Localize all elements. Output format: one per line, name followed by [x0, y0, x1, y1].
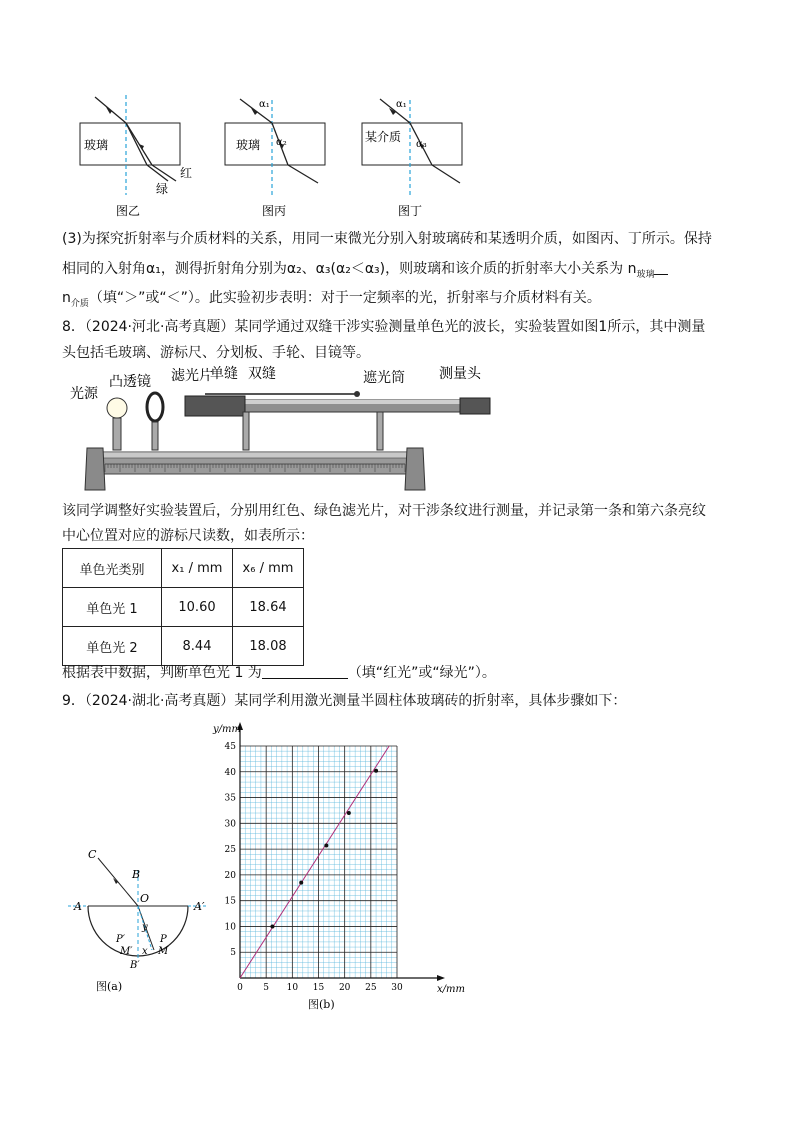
table-cell: 8.44: [162, 627, 233, 666]
label-B-prime: B′: [130, 960, 140, 971]
label-P: P: [160, 934, 167, 945]
table-row: [63, 627, 304, 666]
yi-red-label: 红: [180, 166, 193, 180]
y-tick-label: 20: [224, 870, 236, 881]
y-tick-label: 10: [224, 922, 236, 933]
q7-answer-blank[interactable]: [654, 260, 668, 275]
q7-sub-glass: 玻璃: [636, 269, 655, 280]
q7-part3-line1: (3)为探究折射率与介质材料的关系，用同一束微光分别入射玻璃砖和某透明介质，如图丙、丁所示。保持: [62, 231, 712, 247]
x-tick-label: 0: [237, 983, 243, 993]
x-tick-label: 15: [312, 983, 325, 993]
figure-bing: [225, 99, 325, 218]
table-cell: 单色光 2: [63, 627, 162, 666]
double-slit-apparatus: [65, 360, 525, 495]
data-table: [62, 548, 304, 666]
figure-a-caption: 图(a): [96, 980, 123, 993]
q8-line2: 头包括毛玻璃、游标尺、分划板、手轮、目镜等。: [62, 345, 370, 361]
ding-caption: 图丁: [398, 204, 423, 218]
ding-medium-label: 某介质: [365, 130, 402, 144]
q8-line1: 8．（2024·河北·高考真题）某同学通过双缝干涉实验测量单色光的波长，实验装置如图1所示，其中测量: [62, 319, 706, 335]
ding-a3: α₃: [416, 139, 427, 150]
label-single-slit: 单缝: [210, 366, 238, 382]
table-header: 单色光类别: [63, 549, 162, 588]
chart-major-grid: [240, 746, 397, 978]
label-light-source: 光源: [70, 386, 98, 402]
table-cell: 18.08: [233, 627, 304, 666]
bing-caption: 图丙: [262, 204, 287, 218]
y-tick-label: 45: [224, 742, 236, 752]
ding-a1: α₁: [396, 99, 407, 110]
q8-line5: [62, 662, 752, 684]
yi-green-label: 绿: [156, 182, 169, 196]
label-lens: 凸透镜: [109, 374, 151, 390]
label-A: A: [74, 900, 82, 913]
figure-b-chart: [205, 720, 465, 1020]
y-tick-label: 35: [224, 793, 236, 804]
table-cell: 18.64: [233, 588, 304, 627]
y-tick-label: 25: [224, 845, 236, 856]
label-M-prime: M′: [120, 946, 133, 957]
label-A-prime: A′: [194, 900, 205, 913]
label-x: x: [142, 946, 148, 957]
y-tick-label: 5: [230, 948, 236, 959]
table-header: x₆ / mm: [233, 549, 304, 588]
table-header: x₁ / mm: [162, 549, 233, 588]
label-filter: 滤光片: [171, 368, 213, 384]
label-O: O: [140, 892, 150, 905]
rail-scale: [105, 464, 405, 472]
q8-line5-suffix: （填“红光”或“绿光”）。: [347, 665, 496, 681]
x-tick-label: 25: [365, 983, 377, 993]
table-cell: 单色光 1: [63, 588, 162, 627]
refraction-figures-top: [60, 95, 500, 220]
fit-line: [240, 746, 389, 978]
y-axis-label: y/mm: [213, 724, 241, 735]
q7-line2-text: 相同的入射角α₁，测得折射角分别为α₂、α₃(α₂＜α₃)，则玻璃和该介质的折射率大小关系为 n: [62, 261, 637, 277]
data-point: [324, 844, 328, 848]
bing-medium-label: 玻璃: [236, 138, 261, 152]
figure-b-caption: 图(b): [308, 998, 335, 1011]
y-tick-label: 30: [224, 819, 236, 830]
data-point: [374, 769, 378, 773]
yi-medium-label: 玻璃: [84, 138, 109, 152]
data-point: [270, 924, 274, 928]
label-B: B: [132, 868, 141, 881]
x-axis-label: x/mm: [437, 984, 465, 995]
label-M: M: [158, 946, 169, 957]
label-P-prime: P′: [116, 934, 125, 945]
y-tick-label: 40: [224, 767, 236, 778]
bing-a2: α₂: [276, 137, 287, 148]
q7-line3-text: （填“＞”或“＜”）。此实验初步表明：对于一定频率的光，折射率与介质材料有关。: [88, 290, 601, 306]
bing-a1: α₁: [259, 99, 270, 110]
figure-a-semicircle: [68, 840, 218, 1020]
label-C: C: [88, 848, 97, 861]
figure-yi: [80, 95, 192, 218]
q8-line5-text: 根据表中数据，判断单色光 1 为: [62, 665, 262, 681]
table-cell: 10.60: [162, 588, 233, 627]
table-row: [63, 588, 304, 627]
table-header-row: [63, 549, 304, 588]
data-point: [347, 811, 351, 815]
figure-ding: [362, 99, 462, 218]
x-tick-label: 10: [286, 983, 299, 993]
data-point: [299, 881, 303, 885]
label-y: y: [142, 922, 148, 933]
q8-line3: 该同学调整好实验装置后，分别用红色、绿色滤光片，对干涉条纹进行测量，并记录第一条和第六条亮纹: [62, 503, 706, 519]
x-tick-label: 30: [391, 983, 403, 993]
y-tick-label: 15: [224, 896, 236, 907]
label-tube: 遮光筒: [363, 370, 405, 386]
q7-part3-line3: $n_{介质}$（填“＞”或“＜”）。此实验初步表明：对于一定频率的光，折射率与介质材料有关。: [62, 290, 601, 309]
q9-line1: 9．（2024·湖北·高考真题）某同学利用激光测量半圆柱体玻璃砖的折射率，具体步骤如下：: [62, 693, 627, 709]
yi-caption: 图乙: [116, 204, 141, 218]
q8-answer-blank[interactable]: [262, 664, 348, 679]
label-measuring-head: 测量头: [439, 366, 481, 382]
q7-part3-line2: [62, 258, 752, 286]
q7-sub-medium: 介质: [70, 298, 89, 309]
x-tick-label: 20: [338, 983, 351, 993]
label-double-slit: 双缝: [248, 366, 276, 382]
x-tick-label: 5: [263, 983, 270, 993]
q8-line4: 中心位置对应的游标尺读数，如表所示：: [62, 528, 314, 544]
